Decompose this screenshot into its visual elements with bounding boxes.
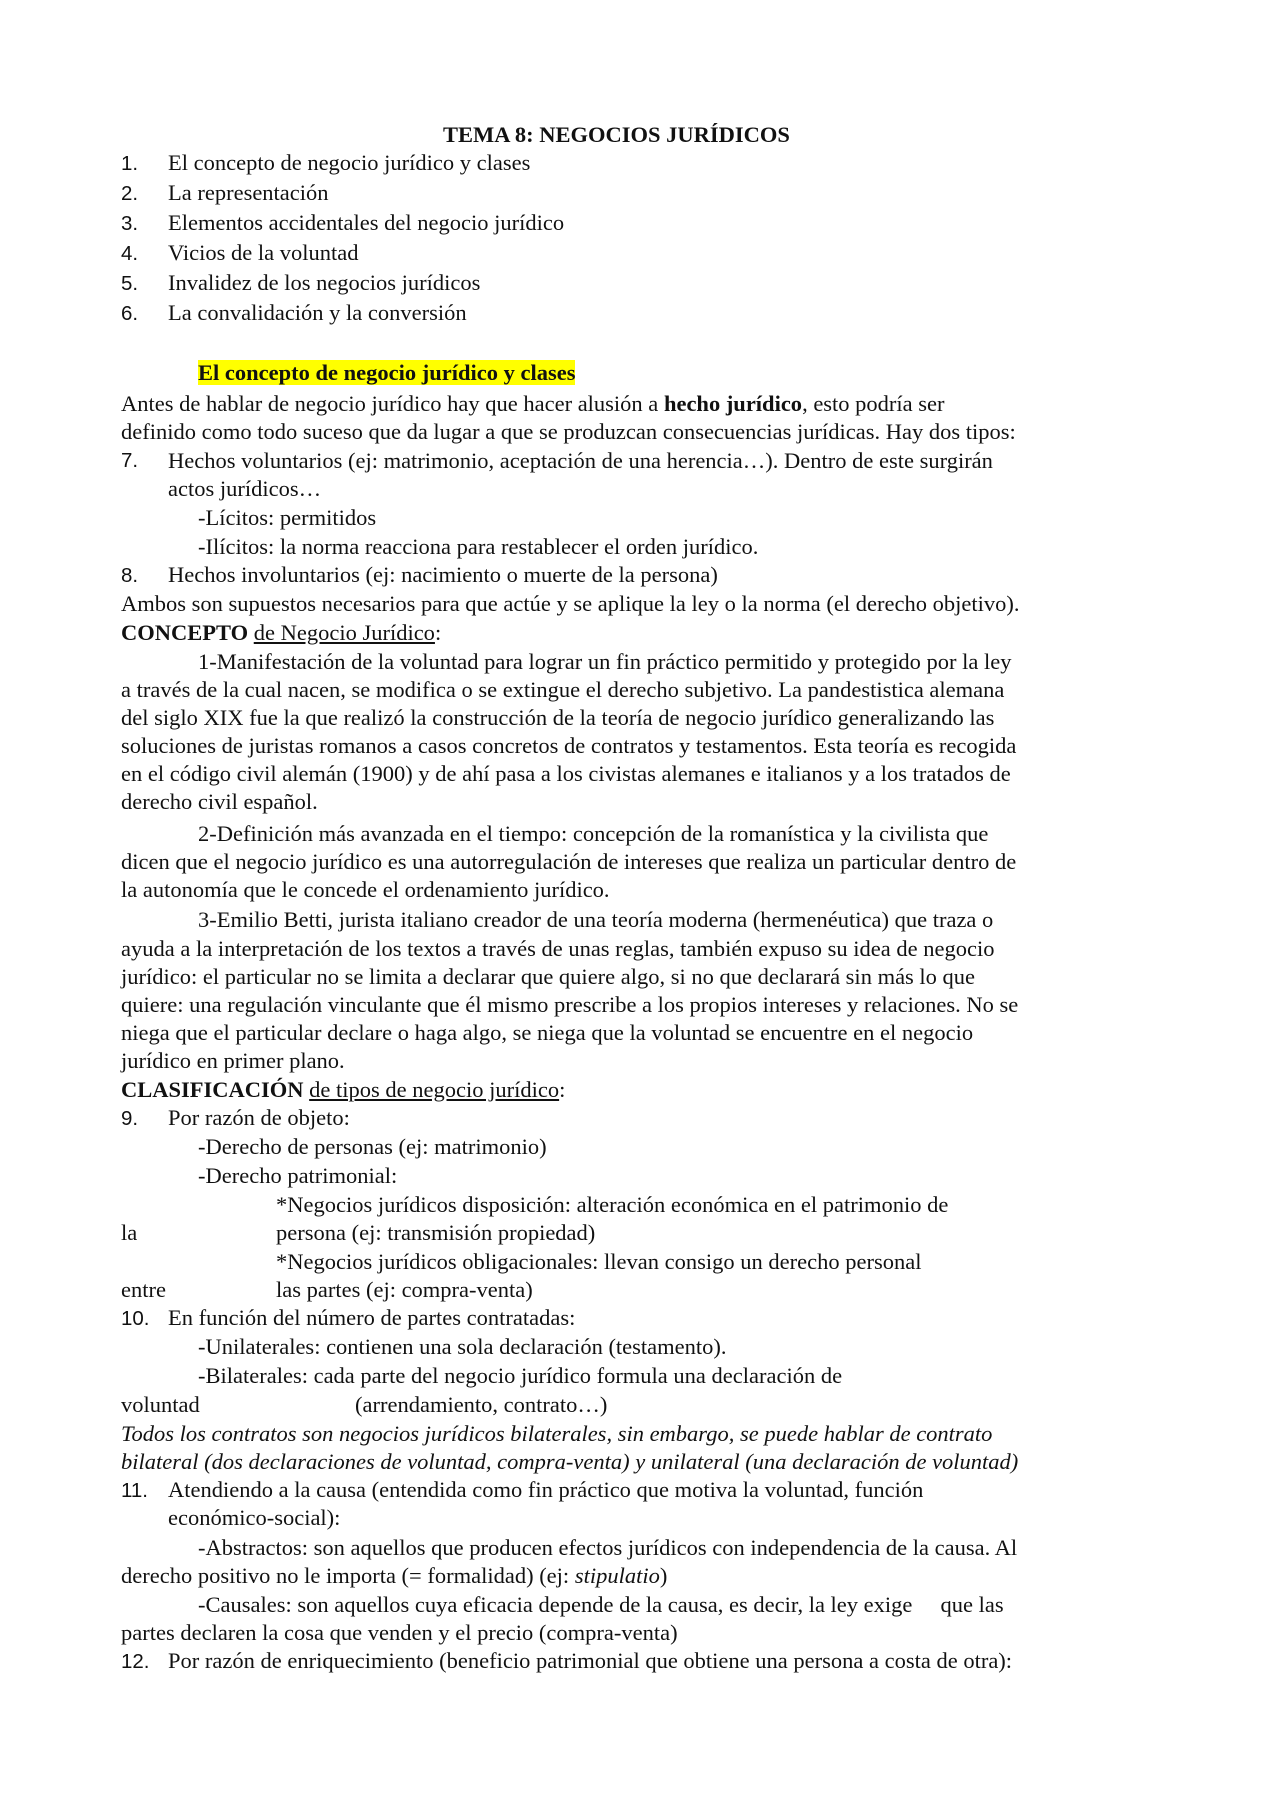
intro-line: definido como todo suceso que da lugar a que se produzcan consecuencias jurídicas. Hay dos tipos: bbox=[121, 419, 1016, 444]
sub-item: (arrendamiento, contrato…) bbox=[355, 1392, 608, 1417]
toc-item: La representación bbox=[168, 180, 329, 205]
paragraph-line: jurídico: el particular no se limita a declarar que quiere algo, si no que declarará sin más lo que bbox=[121, 964, 976, 989]
toc-number: 6. bbox=[121, 302, 139, 325]
paragraph-line: quiere: una regulación vinculante que él mismo prescribe a los propios intereses y relaciones. No se bbox=[121, 992, 1019, 1017]
sub-item: -Abstractos: son aquellos que producen efectos jurídicos con independencia de la causa. Al bbox=[198, 1535, 1018, 1560]
sub-item: -Derecho de personas (ej: matrimonio) bbox=[198, 1134, 547, 1159]
sub-sub-item: *Negocios jurídicos disposición: alteración económica en el patrimonio de bbox=[276, 1192, 949, 1217]
paragraph-line: partes declaren la cosa que venden y el precio (compra-venta) bbox=[121, 1620, 678, 1645]
toc-item: La convalidación y la conversión bbox=[168, 300, 467, 325]
paragraph-line: la autonomía que le concede el ordenamiento jurídico. bbox=[121, 877, 610, 902]
paragraph-line: soluciones de juristas romanos a casos concretos de contratos y testamentos. Esta teoría es recogida bbox=[121, 733, 1017, 758]
list-item-text: económico-social): bbox=[168, 1505, 341, 1530]
paragraph-line: derecho civil español. bbox=[121, 789, 318, 814]
list-number: 12. bbox=[121, 1650, 150, 1673]
wrap-fragment: la bbox=[121, 1220, 138, 1245]
paragraph-line: 1-Manifestación de la voluntad para lograr un fin práctico permitido y protegido por la ley bbox=[198, 649, 1012, 674]
toc-item: Elementos accidentales del negocio jurídico bbox=[168, 210, 565, 235]
page-title: TEMA 8: NEGOCIOS JURÍDICOS bbox=[443, 122, 790, 147]
paragraph-line: dicen que el negocio jurídico es una autorregulación de intereses que realiza un particular dentro de bbox=[121, 849, 1017, 874]
list-item-text: Por razón de objeto: bbox=[168, 1105, 350, 1130]
section-heading bbox=[198, 359, 575, 387]
list-number: 7. bbox=[121, 449, 139, 472]
toc-number: 4. bbox=[121, 242, 139, 265]
paragraph-line: ayuda a la interpretación de los textos a través de unas reglas, también expuso su idea de negocio bbox=[121, 936, 995, 961]
italic-note: Todos los contratos son negocios jurídicos bilaterales, sin embargo, se puede hablar de contrato bbox=[121, 1421, 993, 1446]
toc-item: El concepto de negocio jurídico y clases bbox=[168, 150, 531, 175]
list-number: 11. bbox=[121, 1479, 148, 1502]
list-item-text: actos jurídicos… bbox=[168, 476, 322, 501]
sub-item: -Unilaterales: contienen una sola declaración (testamento). bbox=[198, 1334, 727, 1359]
paragraph-line: niega que el particular declare o haga algo, se niega que la voluntad se encuentre en el negocio bbox=[121, 1020, 974, 1045]
intro-line: Antes de hablar de negocio jurídico hay que hacer alusión a hecho jurídico, esto podría ser bbox=[121, 391, 945, 416]
sub-item: -Ilícitos: la norma reacciona para restablecer el orden jurídico. bbox=[198, 534, 759, 559]
paragraph-line: 3-Emilio Betti, jurista italiano creador de una teoría moderna (hermenéutica) que traza o bbox=[198, 907, 994, 932]
paragraph-line: Ambos son supuestos necesarios para que actúe y se aplique la ley o la norma (el derecho objetivo). bbox=[121, 591, 1020, 616]
sub-sub-item: *Negocios jurídicos obligacionales: llevan consigo un derecho personal bbox=[276, 1249, 922, 1274]
sub-item: -Lícitos: permitidos bbox=[198, 505, 377, 530]
list-number: 9. bbox=[121, 1107, 139, 1130]
list-item-text: Por razón de enriquecimiento (beneficio patrimonial que obtiene una persona a costa de otra): bbox=[168, 1648, 1013, 1673]
wrap-fragment: entre bbox=[121, 1277, 166, 1302]
toc-number: 3. bbox=[121, 212, 139, 235]
sub-item: -Derecho patrimonial: bbox=[198, 1163, 398, 1188]
paragraph-line: en el código civil alemán (1900) y de ahí pasa a los civistas alemanes e italianos y a los tratados de bbox=[121, 761, 1011, 786]
toc-number: 2. bbox=[121, 182, 139, 205]
wrap-fragment: voluntad bbox=[121, 1392, 200, 1417]
list-item-text: En función del número de partes contratadas: bbox=[168, 1305, 576, 1330]
list-item-text: Hechos involuntarios (ej: nacimiento o muerte de la persona) bbox=[168, 562, 718, 587]
sub-sub-item: las partes (ej: compra-venta) bbox=[276, 1277, 533, 1302]
paragraph-line: jurídico en primer plano. bbox=[121, 1048, 345, 1073]
toc-number: 5. bbox=[121, 272, 139, 295]
paragraph-line: 2-Definición más avanzada en el tiempo: concepción de la romanística y la civilista que bbox=[198, 821, 989, 846]
list-item-text: Hechos voluntarios (ej: matrimonio, aceptación de una herencia…). Dentro de este surgirán bbox=[168, 448, 993, 473]
sub-sub-item: persona (ej: transmisión propiedad) bbox=[276, 1220, 596, 1245]
paragraph-line: a través de la cual nacen, se modifica o se extingue el derecho subjetivo. La pandestistica alemana bbox=[121, 677, 1005, 702]
highlighted-heading-text: El concepto de negocio jurídico y clases bbox=[198, 360, 576, 385]
hecho-juridico-term: hecho jurídico bbox=[663, 391, 803, 416]
list-number: 8. bbox=[121, 564, 139, 587]
toc-item: Invalidez de los negocios jurídicos bbox=[168, 270, 481, 295]
paragraph-line: del siglo XIX fue la que realizó la construcción de la teoría de negocio jurídico generalizando las bbox=[121, 705, 995, 730]
italic-note: bilateral (dos declaraciones de voluntad, compra-venta) y unilateral (una declaración de voluntad) bbox=[121, 1449, 1019, 1474]
concepto-heading: CONCEPTO de Negocio Jurídico: bbox=[121, 620, 442, 645]
toc-number: 1. bbox=[121, 152, 139, 175]
sub-item: -Bilaterales: cada parte del negocio jurídico formula una declaración de bbox=[198, 1363, 843, 1388]
clasificacion-heading: CLASIFICACIÓN de tipos de negocio jurídico: bbox=[121, 1077, 566, 1102]
list-number: 10. bbox=[121, 1307, 150, 1330]
paragraph-line: derecho positivo no le importa (= formalidad) (ej: stipulatio) bbox=[121, 1563, 668, 1588]
sub-item: -Causales: son aquellos cuya eficacia depende de la causa, es decir, la ley exige que las bbox=[198, 1592, 1004, 1617]
stipulatio-term: stipulatio bbox=[574, 1563, 660, 1588]
toc-item: Vicios de la voluntad bbox=[168, 240, 359, 265]
list-item-text: Atendiendo a la causa (entendida como fin práctico que motiva la voluntad, función bbox=[168, 1477, 924, 1502]
